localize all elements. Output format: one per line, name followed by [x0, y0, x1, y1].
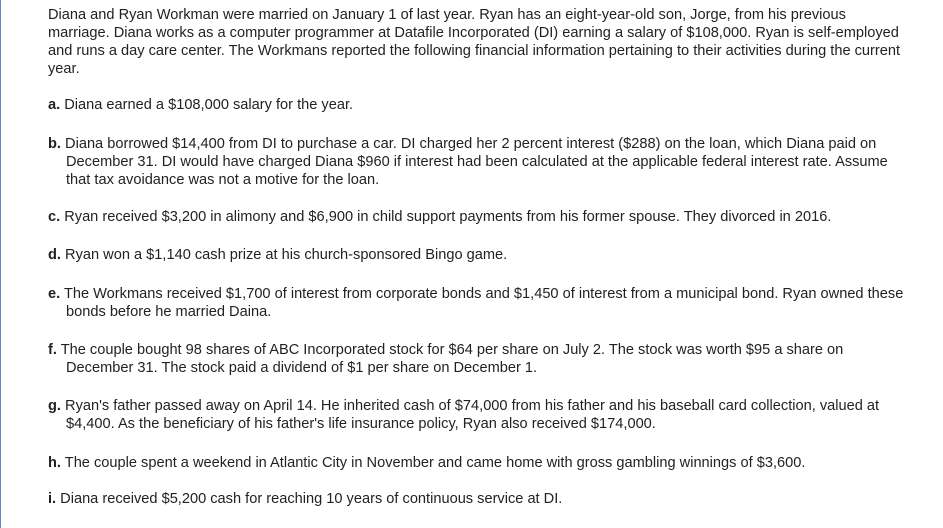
item-text: Ryan won a $1,140 cash prize at his church-sponsored Bingo game. — [65, 247, 508, 263]
item-letter: h. — [48, 455, 61, 471]
list-item-d — [48, 246, 913, 264]
item-text: Diana earned a $108,000 salary for the year. — [64, 97, 354, 113]
list-item-h — [48, 454, 913, 472]
list-item-a — [48, 96, 913, 114]
item-letter: d. — [48, 247, 61, 263]
item-letter: a. — [48, 97, 61, 113]
item-letter: e. — [48, 286, 61, 302]
item-letter: g. — [48, 398, 61, 414]
item-text: Diana borrowed $14,400 from DI to purchase a car. DI charged her 2 percent interest ($288) on the loan, which Diana paid on December 31. DI would have charged Diana $960 if interest had been calculated at the applicable federal interest rate. Assume that tax avoidance was not a motive for the loan. — [65, 136, 888, 188]
item-text: The Workmans received $1,700 of interest from corporate bonds and $1,450 of interest from a municipal bond. Ryan owned these bonds before he married Daina. — [63, 286, 904, 320]
item-text: The couple bought 98 shares of ABC Incorporated stock for $64 per share on July 2. The stock was worth $95 a share on December 31. The stock paid a dividend of $1 per share on December 1. — [60, 342, 844, 376]
list-item-c — [48, 208, 913, 226]
item-letter: i. — [48, 491, 57, 507]
item-text: Ryan received $3,200 in alimony and $6,900 in child support payments from his former spouse. They divorced in 2016. — [64, 209, 832, 225]
list-item-i — [48, 490, 913, 508]
item-text: Diana received $5,200 cash for reaching 10 years of continuous service at DI. — [60, 491, 563, 507]
item-text: The couple spent a weekend in Atlantic City in November and came home with gross gambling winnings of $3,600. — [64, 455, 806, 471]
list-item-f — [48, 341, 913, 377]
item-letter: f. — [48, 342, 57, 358]
list-item-e — [48, 285, 913, 321]
item-letter: c. — [48, 209, 61, 225]
item-text: Ryan's father passed away on April 14. He inherited cash of $74,000 from his father and his baseball card collection, valued at $4,400. As the beneficiary of his father's life insurance policy, Ryan also received $174,000. — [65, 398, 880, 432]
intro-paragraph: Diana and Ryan Workman were married on January 1 of last year. Ryan has an eight-year-old son, Jorge, from his previous marriage. Diana works as a computer programmer at Datafile Incorporated (DI) earning a salary of $108,000. Ryan is self-employed and runs a day care center. The Workmans reported the following financial information pertaining to their activities during the current year. — [48, 7, 901, 77]
list-item-b — [48, 135, 913, 189]
item-letter: b. — [48, 136, 61, 152]
list-item-g — [48, 397, 913, 433]
